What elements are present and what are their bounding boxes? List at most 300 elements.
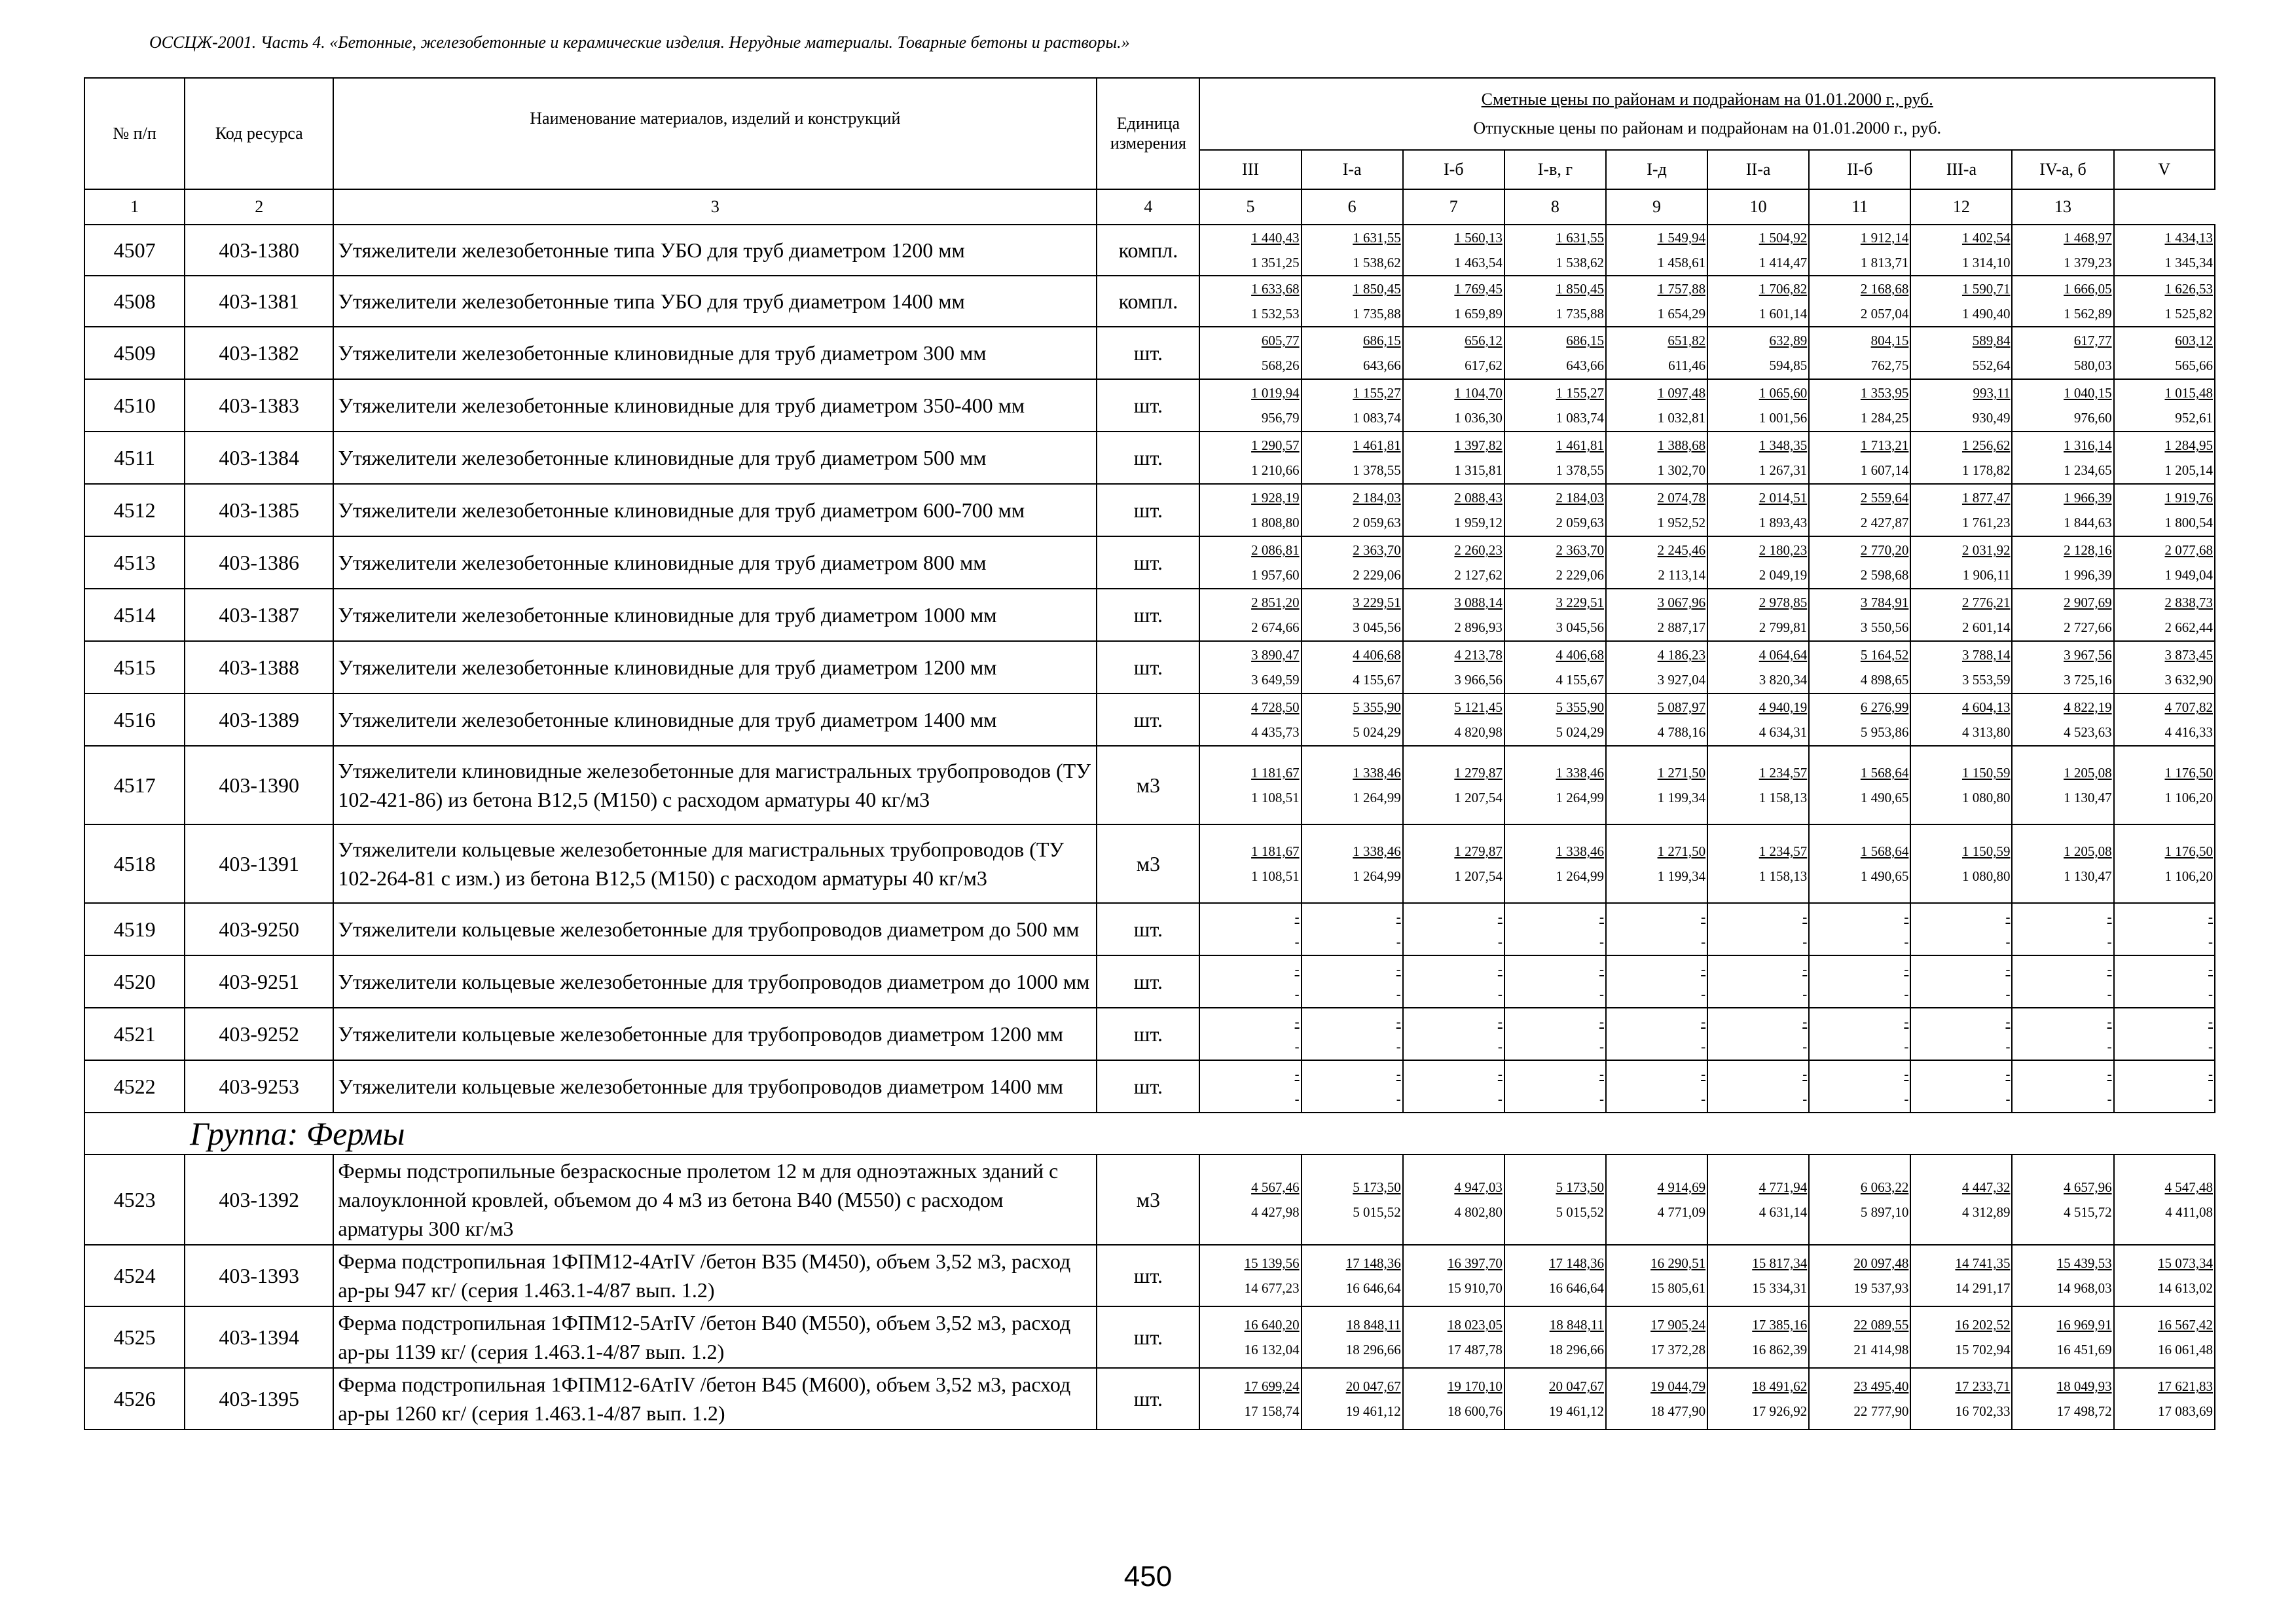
estimate-price: 589,84 [1972, 333, 2011, 348]
estimate-price: 4 914,69 [1657, 1179, 1706, 1195]
release-price: 1 659,89 [1454, 306, 1503, 322]
release-price: 22 777,90 [1853, 1403, 1909, 1419]
price-cell [1606, 1154, 1707, 1245]
estimate-price: 4 947,03 [1454, 1179, 1503, 1195]
release-price: 1 210,66 [1251, 462, 1300, 478]
price-cell [1403, 1008, 1504, 1060]
unit: шт. [1097, 641, 1199, 693]
header-region: I-в, г [1504, 150, 1606, 189]
estimate-price: 23 495,40 [1853, 1378, 1909, 1394]
price-cell [1403, 379, 1504, 432]
price-cell [1910, 225, 2012, 276]
price-cell [1809, 432, 1910, 484]
estimate-price: 1 461,81 [1353, 437, 1401, 453]
release-price: 2 057,04 [1860, 306, 1909, 322]
table-row [84, 1060, 2215, 1113]
estimate-price: 15 817,34 [1752, 1255, 1808, 1271]
price-cell [1199, 641, 1301, 693]
price-cell [2012, 327, 2113, 379]
resource-code: 403-1383 [185, 379, 333, 432]
estimate-price: 2 184,03 [1556, 490, 1604, 506]
price-cell [2114, 1245, 2215, 1306]
release-price: 15 805,61 [1650, 1280, 1706, 1296]
release-price: 580,03 [2073, 358, 2112, 373]
price-cell [1504, 1306, 1606, 1368]
estimate-price: 20 047,67 [1345, 1378, 1401, 1394]
release-price: 1 490,40 [1961, 306, 2011, 322]
release-price: 611,46 [1668, 358, 1706, 373]
resource-code: 403-1390 [185, 746, 333, 824]
release-price: 5 953,86 [1860, 724, 1909, 740]
estimate-price: 3 873,45 [2164, 647, 2213, 663]
estimate-price: 5 173,50 [1556, 1179, 1604, 1195]
release-price: 1 106,20 [2164, 790, 2213, 805]
release-price: - [2005, 1039, 2011, 1054]
estimate-price: 1 919,76 [2164, 490, 2213, 506]
price-cell [1707, 1306, 1809, 1368]
estimate-price: - [1802, 1066, 1808, 1082]
release-price: 2 598,68 [1860, 567, 1909, 583]
release-price: - [1701, 986, 1706, 1002]
release-price: 930,49 [1972, 410, 2011, 426]
estimate-price: 6 063,22 [1860, 1179, 1909, 1195]
release-price: 1 205,14 [2164, 462, 2213, 478]
price-cell [1809, 955, 1910, 1008]
estimate-price: 4 406,68 [1353, 647, 1401, 663]
release-price: - [1497, 986, 1503, 1002]
release-price: 2 799,81 [1758, 619, 1808, 635]
material-name: Утяжелители железобетонные клиновидные для труб диаметром 350-400 мм [333, 379, 1097, 432]
estimate-price: 1 348,35 [1758, 437, 1808, 453]
price-cell [1707, 641, 1809, 693]
price-cell [1606, 746, 1707, 824]
material-name: Утяжелители железобетонные клиновидные для труб диаметром 300 мм [333, 327, 1097, 379]
estimate-price: 1 015,48 [2164, 385, 2213, 401]
release-price: - [1904, 934, 1909, 950]
estimate-price: 1 626,53 [2164, 281, 2213, 297]
estimate-price: - [2107, 1014, 2112, 1029]
price-cell [1403, 746, 1504, 824]
estimate-price: 4 406,68 [1556, 647, 1604, 663]
estimate-price: 3 067,96 [1657, 595, 1706, 610]
table-row [84, 432, 2215, 484]
price-cell [1910, 824, 2012, 903]
price-cell [1302, 276, 1403, 327]
release-price: 952,61 [2175, 410, 2213, 426]
estimate-price: 603,12 [2175, 333, 2213, 348]
estimate-price: - [2208, 909, 2213, 925]
estimate-price: - [1802, 1014, 1808, 1029]
release-price: 17 083,69 [2158, 1403, 2213, 1419]
estimate-price: 1 150,59 [1961, 843, 2011, 859]
estimate-price: - [1497, 909, 1503, 925]
price-cell [1199, 903, 1301, 955]
release-price: - [1294, 934, 1300, 950]
estimate-price: 605,77 [1261, 333, 1300, 348]
release-price: 4 427,98 [1251, 1204, 1300, 1220]
estimate-price: 1 155,27 [1353, 385, 1401, 401]
resource-code: 403-1394 [185, 1306, 333, 1368]
release-price: 16 646,64 [1345, 1280, 1401, 1296]
release-price: - [2005, 1091, 2011, 1107]
estimate-price: 1 440,43 [1251, 230, 1300, 246]
release-price: 1 036,30 [1454, 410, 1503, 426]
release-price: 1 032,81 [1657, 410, 1706, 426]
price-cell [1199, 276, 1301, 327]
estimate-price: 1 397,82 [1454, 437, 1503, 453]
release-price: 5 024,29 [1353, 724, 1401, 740]
estimate-price: - [1294, 961, 1300, 977]
release-price: 2 727,66 [2064, 619, 2112, 635]
release-price: 17 926,92 [1752, 1403, 1808, 1419]
release-price: 1 538,62 [1556, 255, 1604, 270]
price-cell [1403, 641, 1504, 693]
release-price: - [2208, 1091, 2213, 1107]
row-number: 4520 [84, 955, 185, 1008]
price-cell [2114, 484, 2215, 536]
price-cell [2012, 432, 2113, 484]
price-cell [1403, 589, 1504, 641]
estimate-price: 2 838,73 [2164, 595, 2213, 610]
estimate-price: 14 741,35 [1955, 1255, 2011, 1271]
price-cell [1606, 903, 1707, 955]
release-price: 19 461,12 [1548, 1403, 1604, 1419]
release-price: 1 538,62 [1353, 255, 1401, 270]
release-price: 1 414,47 [1758, 255, 1808, 270]
estimate-price: 1 279,87 [1454, 765, 1503, 781]
estimate-price: 1 402,54 [1961, 230, 2011, 246]
release-price: 4 898,65 [1860, 672, 1909, 688]
unit: шт. [1097, 693, 1199, 746]
release-price: 3 632,90 [2164, 672, 2213, 688]
resource-code: 403-1380 [185, 225, 333, 276]
row-number: 4509 [84, 327, 185, 379]
release-price: - [1294, 1039, 1300, 1054]
release-price: 4 416,33 [2164, 724, 2213, 740]
estimate-price: 4 604,13 [1961, 699, 2011, 715]
release-price: 17 498,72 [2056, 1403, 2112, 1419]
unit: шт. [1097, 1368, 1199, 1430]
price-cell [1809, 693, 1910, 746]
header-region: II-б [1809, 150, 1910, 189]
price-cell [1809, 1154, 1910, 1245]
header-name: Наименование материалов, изделий и конструкций [333, 78, 1097, 189]
release-price: - [2107, 1039, 2112, 1054]
estimate-price: - [2107, 961, 2112, 977]
price-cell [1504, 432, 1606, 484]
release-price: 17 372,28 [1650, 1342, 1706, 1357]
material-name: Утяжелители железобетонные типа УБО для труб диаметром 1400 мм [333, 276, 1097, 327]
header-region: III [1199, 150, 1301, 189]
estimate-price: - [1599, 1014, 1604, 1029]
estimate-price: 1 504,92 [1758, 230, 1808, 246]
price-cell [1809, 1306, 1910, 1368]
estimate-price: 1 176,50 [2164, 765, 2213, 781]
price-cell [1302, 693, 1403, 746]
price-cell [1910, 955, 2012, 1008]
release-price: - [2005, 986, 2011, 1002]
release-price: 1 178,82 [1961, 462, 2011, 478]
release-price: - [1396, 986, 1401, 1002]
release-price: 3 649,59 [1251, 672, 1300, 688]
resource-code: 403-1382 [185, 327, 333, 379]
estimate-price: 1 631,55 [1353, 230, 1401, 246]
release-price: 2 049,19 [1758, 567, 1808, 583]
estimate-price: 2 260,23 [1454, 542, 1503, 558]
release-price: 1 351,25 [1251, 255, 1300, 270]
estimate-price: - [1904, 1066, 1909, 1082]
estimate-price: 3 229,51 [1556, 595, 1604, 610]
estimate-price: - [1904, 961, 1909, 977]
price-cell [1403, 1060, 1504, 1113]
price-cell [1910, 379, 2012, 432]
release-price: 2 427,87 [1860, 515, 1909, 530]
estimate-price: 1 388,68 [1657, 437, 1706, 453]
release-price: 18 477,90 [1650, 1403, 1706, 1419]
release-price: 4 634,31 [1758, 724, 1808, 740]
unit: м3 [1097, 746, 1199, 824]
price-cell [2012, 1008, 2113, 1060]
header-region: II-а [1707, 150, 1809, 189]
estimate-price: 1 560,13 [1454, 230, 1503, 246]
estimate-price: - [2005, 961, 2011, 977]
unit: шт. [1097, 589, 1199, 641]
release-price: 3 045,56 [1353, 619, 1401, 635]
price-cell [1910, 589, 2012, 641]
release-price: 3 045,56 [1556, 619, 1604, 635]
price-cell [1302, 379, 1403, 432]
table-row [84, 693, 2215, 746]
estimate-price: 16 567,42 [2158, 1317, 2213, 1333]
price-cell [1707, 1060, 1809, 1113]
estimate-price: - [1802, 909, 1808, 925]
row-number: 4521 [84, 1008, 185, 1060]
price-cell [1199, 379, 1301, 432]
price-cell [1809, 484, 1910, 536]
price-cell [2114, 225, 2215, 276]
estimate-price: 1 181,67 [1251, 765, 1300, 781]
price-cell [1302, 746, 1403, 824]
price-cell [1199, 1060, 1301, 1113]
material-name: Фермы подстропильные безраскосные пролетом 12 м для одноэтажных зданий с малоуклонной кровлей, объемом до 4 м3 из бетона В40 (М550) с расходом арматуры 300 кг/м3 [333, 1154, 1097, 1245]
row-number: 4524 [84, 1245, 185, 1306]
estimate-price: 1 316,14 [2064, 437, 2112, 453]
table-row [84, 746, 2215, 824]
row-number: 4526 [84, 1368, 185, 1430]
group-row-spacer [84, 1113, 185, 1154]
release-price: 1 844,63 [2064, 515, 2112, 530]
price-cell [1606, 1306, 1707, 1368]
price-cell [1403, 536, 1504, 589]
release-price: 14 677,23 [1244, 1280, 1300, 1296]
release-price: 18 296,66 [1548, 1342, 1604, 1357]
estimate-price: 1 205,08 [2064, 843, 2112, 859]
price-cell [1910, 1306, 2012, 1368]
price-cell [1606, 484, 1707, 536]
price-cell [1302, 225, 1403, 276]
release-price: 617,62 [1465, 358, 1503, 373]
material-name: Утяжелители кольцевые железобетонные для трубопроводов диаметром 1400 мм [333, 1060, 1097, 1113]
resource-code: 403-1393 [185, 1245, 333, 1306]
price-cell [1707, 1008, 1809, 1060]
estimate-price: 20 097,48 [1853, 1255, 1909, 1271]
release-price: 2 601,14 [1961, 619, 2011, 635]
release-price: 15 334,31 [1752, 1280, 1808, 1296]
price-cell [1403, 1368, 1504, 1430]
price-cell [1199, 955, 1301, 1008]
estimate-price: - [1904, 909, 1909, 925]
release-price: 4 435,73 [1251, 724, 1300, 740]
estimate-price: 1 019,94 [1251, 385, 1300, 401]
release-price: 1 463,54 [1454, 255, 1503, 270]
row-number: 4514 [84, 589, 185, 641]
estimate-price: - [2107, 1066, 2112, 1082]
estimate-price: 16 397,70 [1447, 1255, 1503, 1271]
table-row [84, 955, 2215, 1008]
price-cell [1403, 484, 1504, 536]
estimate-price: 1 338,46 [1556, 843, 1604, 859]
estimate-price: 1 104,70 [1454, 385, 1503, 401]
release-price: 4 155,67 [1556, 672, 1604, 688]
release-price: 1 562,89 [2064, 306, 2112, 322]
price-cell [1504, 589, 1606, 641]
estimate-price: 18 848,11 [1549, 1317, 1604, 1333]
price-cell [1199, 1245, 1301, 1306]
price-cell [1504, 536, 1606, 589]
release-price: - [1599, 934, 1604, 950]
estimate-price: 2 031,92 [1961, 542, 2011, 558]
estimate-price: 2 978,85 [1758, 595, 1808, 610]
release-price: 1 001,56 [1758, 410, 1808, 426]
estimate-price: 3 967,56 [2064, 647, 2112, 663]
estimate-price: 18 049,93 [2056, 1378, 2112, 1394]
price-cell [1403, 903, 1504, 955]
release-price: 17 487,78 [1447, 1342, 1503, 1357]
estimate-price: 632,89 [1769, 333, 1808, 348]
release-price: - [1701, 934, 1706, 950]
estimate-price: 22 089,55 [1853, 1317, 1909, 1333]
release-price: 1 490,65 [1860, 790, 1909, 805]
table-row [84, 589, 2215, 641]
price-cell [1199, 484, 1301, 536]
price-cell [2012, 1154, 2113, 1245]
estimate-price: 18 848,11 [1346, 1317, 1401, 1333]
estimate-price: 16 202,52 [1955, 1317, 2011, 1333]
resource-code: 403-9250 [185, 903, 333, 955]
release-price: 1 735,88 [1353, 306, 1401, 322]
row-number: 4511 [84, 432, 185, 484]
price-cell [1302, 824, 1403, 903]
price-cell [2114, 955, 2215, 1008]
estimate-price: 2 014,51 [1758, 490, 1808, 506]
price-cell [2114, 536, 2215, 589]
resource-code: 403-1389 [185, 693, 333, 746]
estimate-price: 1 877,47 [1961, 490, 2011, 506]
price-cell [2012, 903, 2113, 955]
estimate-price: - [1599, 961, 1604, 977]
price-cell [1403, 327, 1504, 379]
estimate-price: 15 073,34 [2158, 1255, 2213, 1271]
price-cell [2114, 903, 2215, 955]
release-price: 1 267,31 [1758, 462, 1808, 478]
estimate-price: - [1396, 1014, 1401, 1029]
release-price: 19 461,12 [1345, 1403, 1401, 1419]
price-cell [1707, 379, 1809, 432]
price-cell [2114, 641, 2215, 693]
header-region: I-б [1403, 150, 1504, 189]
release-price: 976,60 [2073, 410, 2112, 426]
price-cell [1302, 1306, 1403, 1368]
price-cell [1302, 1060, 1403, 1113]
price-cell [1707, 484, 1809, 536]
estimate-price: 4 567,46 [1251, 1179, 1300, 1195]
release-price: 643,66 [1566, 358, 1604, 373]
estimate-price: 1 338,46 [1353, 765, 1401, 781]
material-name: Утяжелители кольцевые железобетонные для трубопроводов диаметром 1200 мм [333, 1008, 1097, 1060]
table-row [84, 484, 2215, 536]
release-price: 1 949,04 [2164, 567, 2213, 583]
estimate-price: - [1396, 909, 1401, 925]
estimate-price: 1 097,48 [1657, 385, 1706, 401]
release-price: - [1802, 986, 1808, 1002]
release-price: 1 813,71 [1860, 255, 1909, 270]
release-price: 1 314,10 [1961, 255, 2011, 270]
release-price: 1 378,55 [1353, 462, 1401, 478]
row-number: 4516 [84, 693, 185, 746]
price-cell [2012, 276, 2113, 327]
price-cell [1302, 432, 1403, 484]
estimate-price: 1 338,46 [1556, 765, 1604, 781]
release-price: 2 059,63 [1556, 515, 1604, 530]
price-cell [1199, 327, 1301, 379]
price-cell [1606, 1368, 1707, 1430]
price-cell [2114, 824, 2215, 903]
price-cell [2012, 589, 2113, 641]
release-price: 1 158,13 [1758, 868, 1808, 884]
header-prices [1199, 78, 2215, 150]
release-price: 16 061,48 [2158, 1342, 2213, 1357]
header-column-number: 9 [1606, 189, 1707, 225]
price-cell [2012, 1245, 2113, 1306]
price-cell [1809, 1008, 1910, 1060]
price-cell [1606, 641, 1707, 693]
price-cell [1302, 641, 1403, 693]
estimate-price: 16 290,51 [1650, 1255, 1706, 1271]
release-price: 1 315,81 [1454, 462, 1503, 478]
release-price: - [2107, 934, 2112, 950]
release-price: 3 550,56 [1860, 619, 1909, 635]
price-cell [1199, 746, 1301, 824]
release-price: 1 959,12 [1454, 515, 1503, 530]
estimate-price: - [1802, 961, 1808, 977]
estimate-price: 1 631,55 [1556, 230, 1604, 246]
header-region: III-а [1910, 150, 2012, 189]
estimate-price: 1 338,46 [1353, 843, 1401, 859]
material-name: Ферма подстропильная 1ФПМ12-6АтIV /бетон В45 (М600), объем 3,52 м3, расход ар-ры 1260 кг/ (серия 1.463.1-4/87 вып. 1.2) [333, 1368, 1097, 1430]
price-cell [1403, 1245, 1504, 1306]
price-cell [1809, 824, 1910, 903]
price-cell [1199, 225, 1301, 276]
release-price: 1 893,43 [1758, 515, 1808, 530]
estimate-price: - [1497, 961, 1503, 977]
release-price: 1 532,53 [1251, 306, 1300, 322]
price-cell [1302, 484, 1403, 536]
release-price: 4 312,89 [1961, 1204, 2011, 1220]
estimate-price: 4 186,23 [1657, 647, 1706, 663]
release-price: 21 414,98 [1853, 1342, 1909, 1357]
price-cell [1809, 641, 1910, 693]
estimate-price: 651,82 [1667, 333, 1706, 348]
